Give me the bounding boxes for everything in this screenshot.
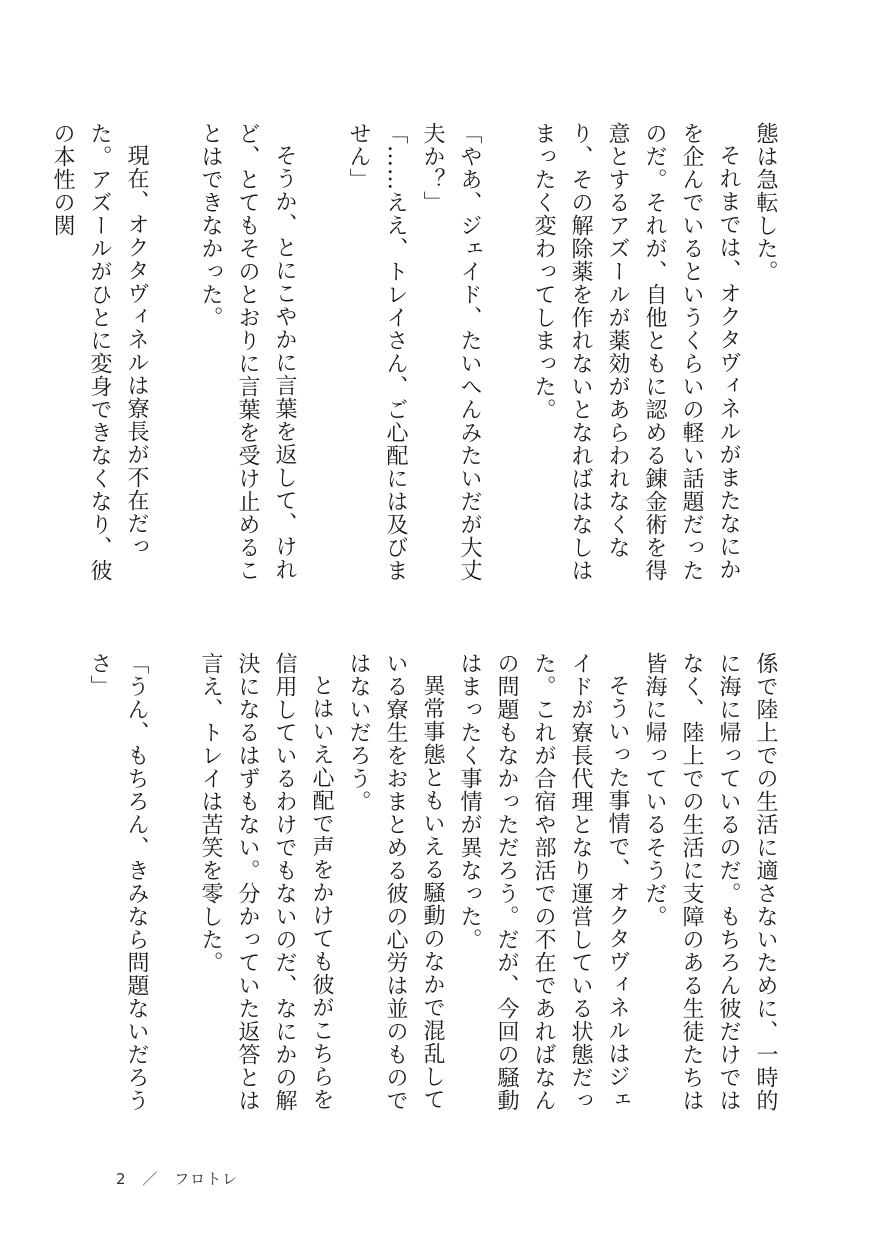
paragraph: 現在、オクタヴィネルは寮長が不在だった。アズールがひとに変身できなくなり、彼の本性の関: [50, 122, 149, 582]
upper-text-block: [50, 122, 784, 602]
paragraph: そうか、とにこやかに言葉を返して、けれど、とてもそのとおりに言葉を受け止めることはできなかった。: [198, 122, 297, 582]
page-number: 2: [116, 1170, 127, 1188]
footer-separator: ／: [142, 1170, 159, 1188]
paragraph: 態は急転した。: [753, 122, 778, 283]
blank-line: [155, 652, 192, 1132]
dialogue-line: 「やあ、ジェイド、たいへんみたいだが大丈夫か？」: [420, 122, 482, 582]
paragraph: とはいえ心配で声をかけても彼がこちらを信用しているわけでもないのだ、なにかの解決になるはずもない。分かっていた返答とは言え、トレイは苦笑を零した。: [198, 652, 334, 1112]
blank-line: [155, 122, 192, 602]
paragraph: 係で陸上での生活に適さないために、一時的に海に帰っているのだ。もちろん彼だけではなく、陸上での生活に支障のある生徒たちは皆海に帰っているそうだ。: [642, 652, 778, 1112]
dialogue-line: 「うん、もちろん、きみなら問題ないだろうさ」: [87, 652, 149, 1112]
paragraph: 異常事態ともいえる騒動のなかで混乱している寮生をおまとめる彼の心労は並のものではないだろう。: [346, 652, 445, 1112]
dialogue-line: 「……ええ、トレイさん、ご心配には及びません」: [346, 122, 408, 582]
book-title: フロトレ: [174, 1170, 239, 1188]
paragraph: それまでは、オクタヴィネルがまたなにかを企んでいるというくらいの軽い話題だったのだ。それが、自他ともに認める錬金術を得意とするアズールが薬効があらわれなくなり、その解除薬を作れないとなればはなしはまったく変わってしまった。: [531, 122, 741, 582]
paragraph: そういった事情で、オクタヴィネルはジェイドが寮長代理となり運営している状態だった。これが合宿や部活での不在であればなんの問題もなかっただろう。だが、今回の騒動はまったく事情が異なった。: [457, 652, 630, 1112]
page-footer: [116, 1168, 248, 1189]
blank-line: [488, 122, 525, 602]
blank-line: [303, 122, 340, 602]
lower-text-block: [87, 652, 784, 1132]
